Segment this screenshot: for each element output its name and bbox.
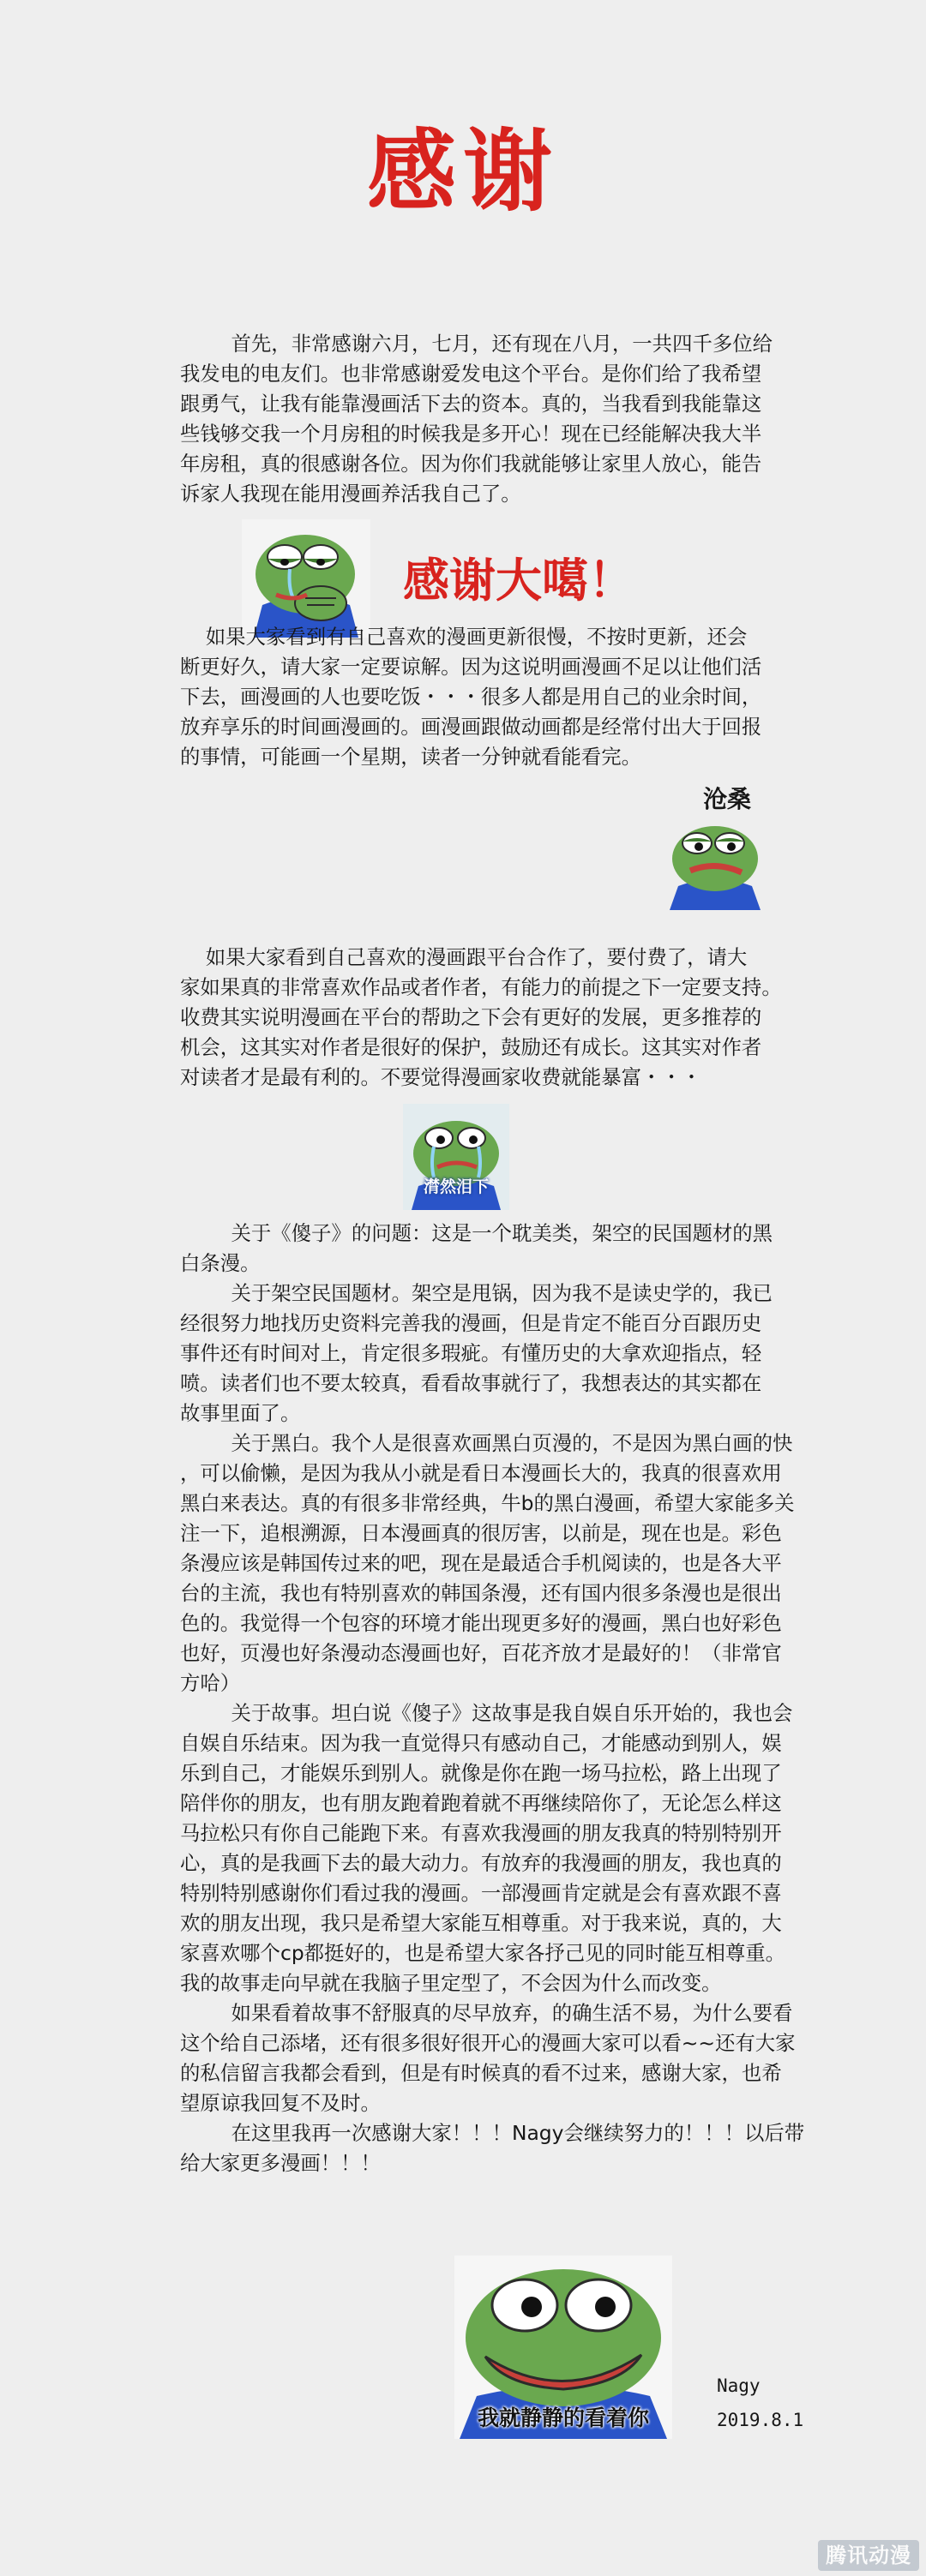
thanks-big-text: 感谢大噶！ xyxy=(403,554,634,608)
sad-frog-sticker xyxy=(664,814,766,910)
signature-date: 2019.8.1 xyxy=(717,2410,804,2430)
crying-frog-sticker xyxy=(242,519,370,638)
watermark-logo: 腾讯动漫 xyxy=(818,2540,919,2571)
paragraph-about-shazi: 关于《傻子》的问题：这是一个耽美类，架空的民国题材的黑 白条漫。 关于架空民国题材。架空是甩锅，因为我不是读史学的，我已 经很努力地找历史资料完善我的漫画，但是肯定不能百分百跟历史 事件还有时间对上，肯定很多瑕疵。有懂历史的大拿欢迎指点，轻 喷。读者们也不要太较真，看看故事就行了，我想表达的其实都在 故事里面了。 关于黑白。我个人是很喜欢画黑白页漫的，不是因为黑白画的快 ，可以偷懒，是因为我从小就是看日本漫画长大的，我真的很喜欢用 黑白来表达。真的有很多非常经典，牛b的黑白漫画，希望大家能多关 注一下，追根溯源，日本漫画真的很厉害，以前是，现在也是。彩色 条漫应该是韩国传过来的吧，现在是最适合手机阅读的，也是各大平 台的主流，我也有特别喜欢的韩国条漫，还有国内很多条漫也是很出 色的。我觉得一个包容的环境才能出现更多好的漫画，黑白也好彩色 也好，页漫也好条漫动态漫画也好，百花齐放才是最好的！（非常官 方哈） 关于故事。坦白说《傻子》这故事是我自娱自乐开始的，我也会 自娱自乐结束。因为我一直觉得只有感动自己，才能感动到别人，娱 乐到自己，才能娱乐到别人。就像是你在跑一场马拉松，路上出现了 陪伴你的朋友，也有朋友跑着跑着就不再继续陪你了，无论怎么样这 马拉松只有你自己能跑下来。有喜欢我漫画的朋友我真的特别特别开 心，真的是我画下去的最大动力。有放弃的我漫画的朋友，我也真的 特别特别感谢你们看过我的漫画。一部漫画肯定就是会有喜欢跟不喜 欢的朋友出现，我只是希望大家能互相尊重。对于我来说，真的，大 家喜欢哪个cp都挺好的，也是希望大家各抒己见的同时能互相尊重。 我的故事走向早就在我脑子里定型了，不会因为什么而改变。 如果看着故事不舒服真的尽早放弃，的确生活不易，为什么要看 这个给自己添堵，还有很多很好很开心的漫画大家可以看~~还有大家 的私信留言我都会看到，但是有时候真的看不过来，感谢大家，也希 望原谅我回复不及时。 在这里我再一次感谢大家！！！Nagy会继续努力的！！！以后带 给大家更多漫画！！！ xyxy=(180,1221,805,2175)
paragraph-thanks-supporters: 首先，非常感谢六月，七月，还有现在八月，一共四千多位给 我发电的电友们。也非常感谢爱发电这个平台。是你们给了我希望 跟勇气，让我有能靠漫画活下去的资本。真的，当我看到我能靠这 些钱够交我一个月房租的时候我是多开心！现在已经能解决我大半 年房租，真的很感谢各位。因为你们我就能够让家里人放心，能告 诉家人我现在能用漫画养活我自己了。 xyxy=(180,332,773,506)
paragraph-paid-support: 如果大家看到自己喜欢的漫画跟平台合作了，要付费了，请大 家如果真的非常喜欢作品或者作者，有能力的前提之下一定要支持。 收费其实说明漫画在平台的帮助之下会有更好的发展，更多推荐的 机会，这其实对作者是很好的保护，鼓励还有成长。这其实对作者 对读者才是最有利的。不要觉得漫画家收费就能暴富・・・ xyxy=(180,945,782,1089)
watching-caption: 我就静静的看着你 xyxy=(477,2405,649,2430)
crying-frog-icon xyxy=(242,519,370,638)
cang-sang-caption: 沧桑 xyxy=(703,785,752,813)
page-title: 感谢 xyxy=(366,119,559,224)
signature-name: Nagy xyxy=(717,2375,761,2396)
watching-frog-sticker xyxy=(454,2255,672,2439)
sad-frog-icon xyxy=(664,814,766,910)
tearful-frog-sticker xyxy=(403,1104,509,1210)
tearful-caption: 潸然泪下 xyxy=(423,1177,489,1196)
paragraph-update-slow: 如果大家看到有自己喜欢的漫画更新很慢，不按时更新，还会 断更好久，请大家一定要谅解。因为这说明画漫画不足以让他们活 下去，画漫画的人也要吃饭・・・很多人都是用自己的业余时间， 放弃享乐的时间画漫画的。画漫画跟做动画都是经常付出大于回报 的事情，可能画一个星期，读者一分钟就看能看完。 xyxy=(180,625,762,769)
